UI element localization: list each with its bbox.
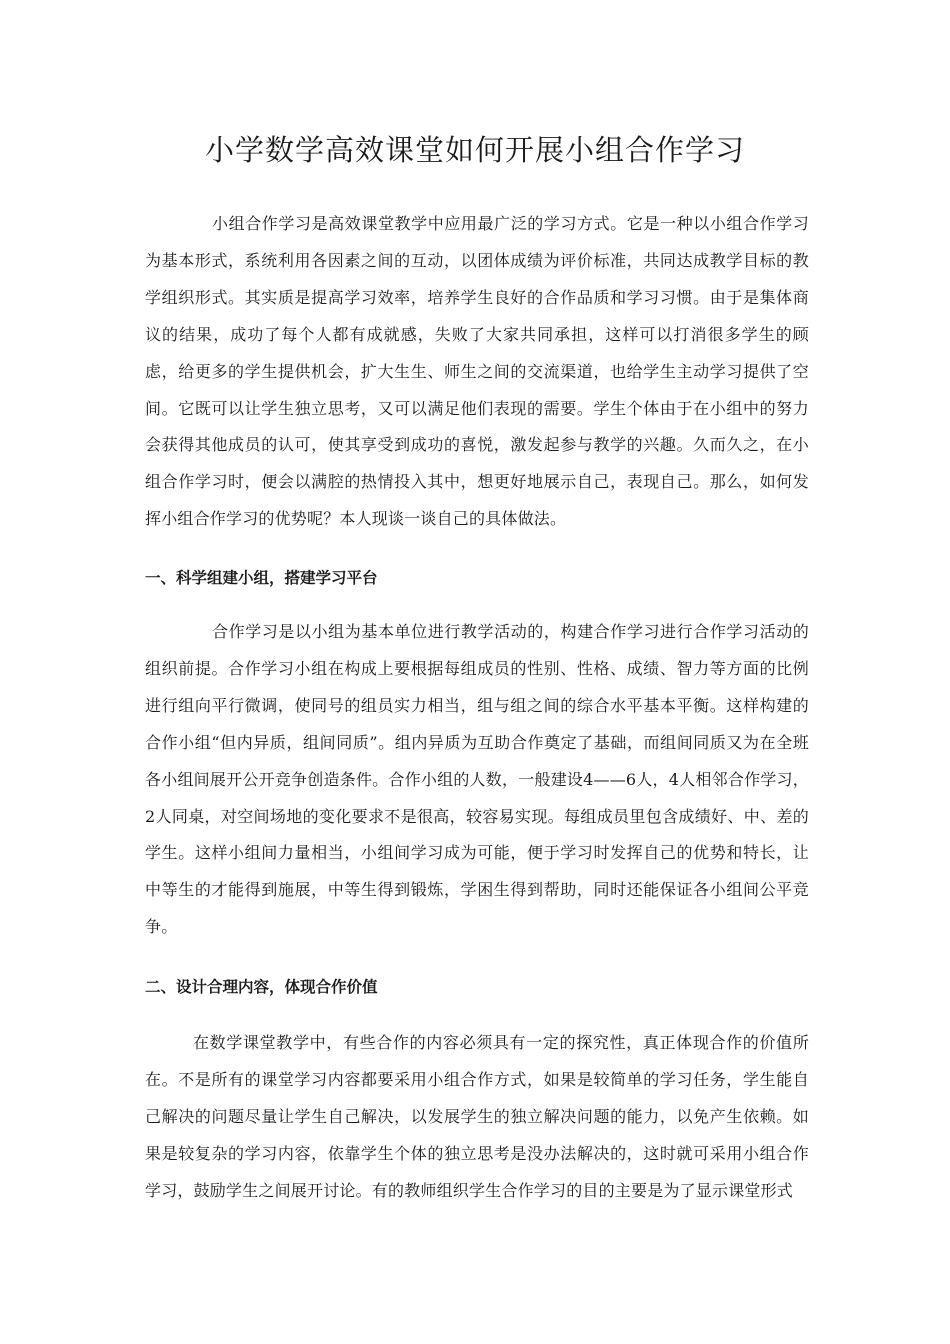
section-heading-1: 一、科学组建小组，搭建学习平台	[145, 569, 378, 587]
section-body-1: 合作学习是以小组为基本单位进行教学活动的，构建合作学习进行合作学习活动的组织前提。合作学习小组在构成上要根据每组成员的性别、性格、成绩、智力等方面的比例进行组向平行微调，使同号的组员实力相当，组与组之间的综合水平基本平衡。这样构建的合作小组“但内异质，组间同质”。组内异质为互助合作奠定了基础，而组间同质又为在全班各小组间展开公开竞争创造条件。合作小组的人数，一般建设4——6人，4人相邻合作学习，2人同桌，对空间场地的变化要求不是很高，较容易实现。每组成员里包含成绩好、中、差的学生。这样小组间力量相当，小组间学习成为可能，便于学习时发挥自己的优势和特长，让中等生的才能得到施展，中等生得到锻炼，学困生得到帮助，同时还能保证各小组间公平竞争。	[145, 622, 809, 937]
section-heading-2: 二、设计合理内容，体现合作价值	[145, 978, 378, 996]
intro-paragraph: 小组合作学习是高效课堂教学中应用最广泛的学习方式。它是一种以小组合作学习为基本形式，系统利用各因素之间的互动，以团体成绩为评价标准，共同达成教学目标的教学组织形式。其实质是提高学习效率，培养学生良好的合作品质和学习习惯。由于是集体商议的结果，成功了每个人都有成就感，失败了大家共同承担，这样可以打消很多学生的顾虑，给更多的学生提供机会，扩大生生、师生之间的交流渠道，也给学生主动学习提供了空间。它既可以让学生独立思考，又可以满足他们表现的需要。学生个体由于在小组中的努力会获得其他成员的认可，使其享受到成功的喜悦，激发起参与教学的兴趣。久而久之，在小组合作学习时，便会以满腔的热情投入其中，想更好地展示自己，表现自己。那么，如何发挥小组合作学习的优势呢？本人现谈一谈自己的具体做法。	[145, 214, 809, 529]
page-title: 小学数学高效课堂如何开展小组合作学习	[204, 133, 745, 167]
section-body-2: 在数学课堂教学中，有些合作的内容必须具有一定的探究性，真正体现合作的价值所在。不是所有的课堂学习内容都要采用小组合作方式，如果是较简单的学习任务，学生能自己解决的问题尽量让学生自己解决，以发展学生的独立解决问题的能力，以免产生依赖。如果是较复杂的学习内容，依靠学生个体的独立思考是没办法解决的，这时就可采用小组合作学习，鼓励学生之间展开讨论。有的教师组织学生合作学习的目的主要是为了显示课堂形式	[145, 1033, 809, 1200]
